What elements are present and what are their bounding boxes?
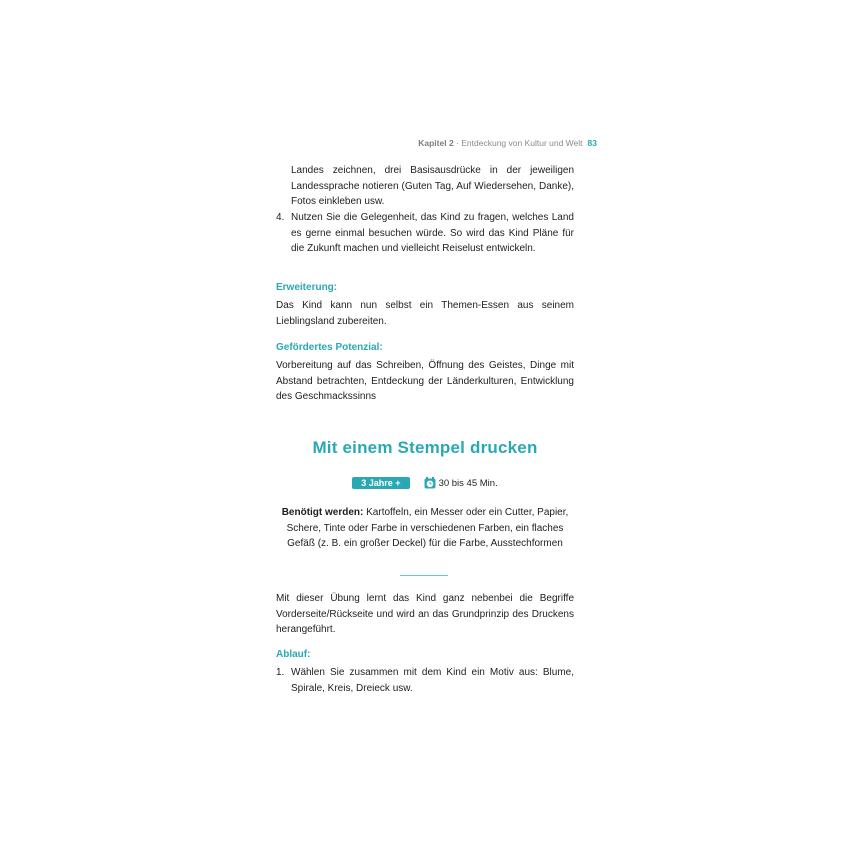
duration-text: 30 bis 45 Min. [438, 477, 498, 489]
materials-text: Kartoffeln, ein Messer oder ein Cutter, Papier, Schere, Tinte oder Farbe in verschiedenen Farben, ein flaches Gefäß (z. B. ein großer Deckel) für die Farbe, Ausstechformen [286, 507, 569, 549]
materials-label: Benötigt werden: [281, 507, 364, 518]
running-header [418, 138, 597, 148]
materials-block [276, 505, 574, 552]
list-item-text: Wählen Sie zusammen mit dem Kind ein Motiv aus: Blume, Spirale, Kreis, Dreieck usw. [291, 667, 574, 694]
potenzial-text: Vorbereitung auf das Schreiben, Öffnung des Geistes, Dinge mit Abstand betrachten, Entdeckung der Länderkulturen, Entwicklung des Geschmackssinns [276, 360, 574, 402]
header-separator: · [453, 138, 462, 148]
chapter-title: Entdeckung von Kultur und Welt [461, 138, 583, 148]
list-item-4 [276, 210, 574, 257]
continued-list-text: Landes zeichnen, drei Basisausdrücke in der jeweiligen Landessprache notieren (Guten Tag, Auf Wiedersehen, Danke), Fotos einkleben usw. [291, 165, 574, 207]
exercise-meta [276, 477, 574, 489]
exercise-title: Mit einem Stempel drucken [312, 438, 538, 457]
section-divider [400, 575, 448, 576]
ablauf-item-1 [276, 665, 574, 696]
chapter-label: Kapitel 2 [418, 138, 454, 148]
page-number: 83 [587, 138, 597, 148]
erweiterung-heading: Erweiterung: [276, 282, 338, 293]
alarm-clock-icon [424, 477, 436, 489]
age-badge: 3 Jahre + [352, 477, 409, 489]
erweiterung-text: Das Kind kann nun selbst ein Themen-Essen aus seinem Lieblingsland zubereiten. [276, 300, 574, 327]
potenzial-heading: Gefördertes Potenzial: [276, 342, 383, 353]
ablauf-heading: Ablauf: [276, 649, 311, 660]
list-number: 4. [276, 212, 285, 223]
list-item-text: Nutzen Sie die Gelegenheit, das Kind zu fragen, welches Land es gerne einmal besuchen würde. So wird das Kind Pläne für die Zukunft machen und vielleicht Reiselust entwickeln. [291, 212, 574, 254]
list-number: 1. [276, 667, 285, 678]
intro-text: Mit dieser Übung lernt das Kind ganz nebenbei die Begriffe Vorderseite/Rückseite und wird an das Grundprinzip des Druckens herangeführt. [276, 593, 574, 635]
